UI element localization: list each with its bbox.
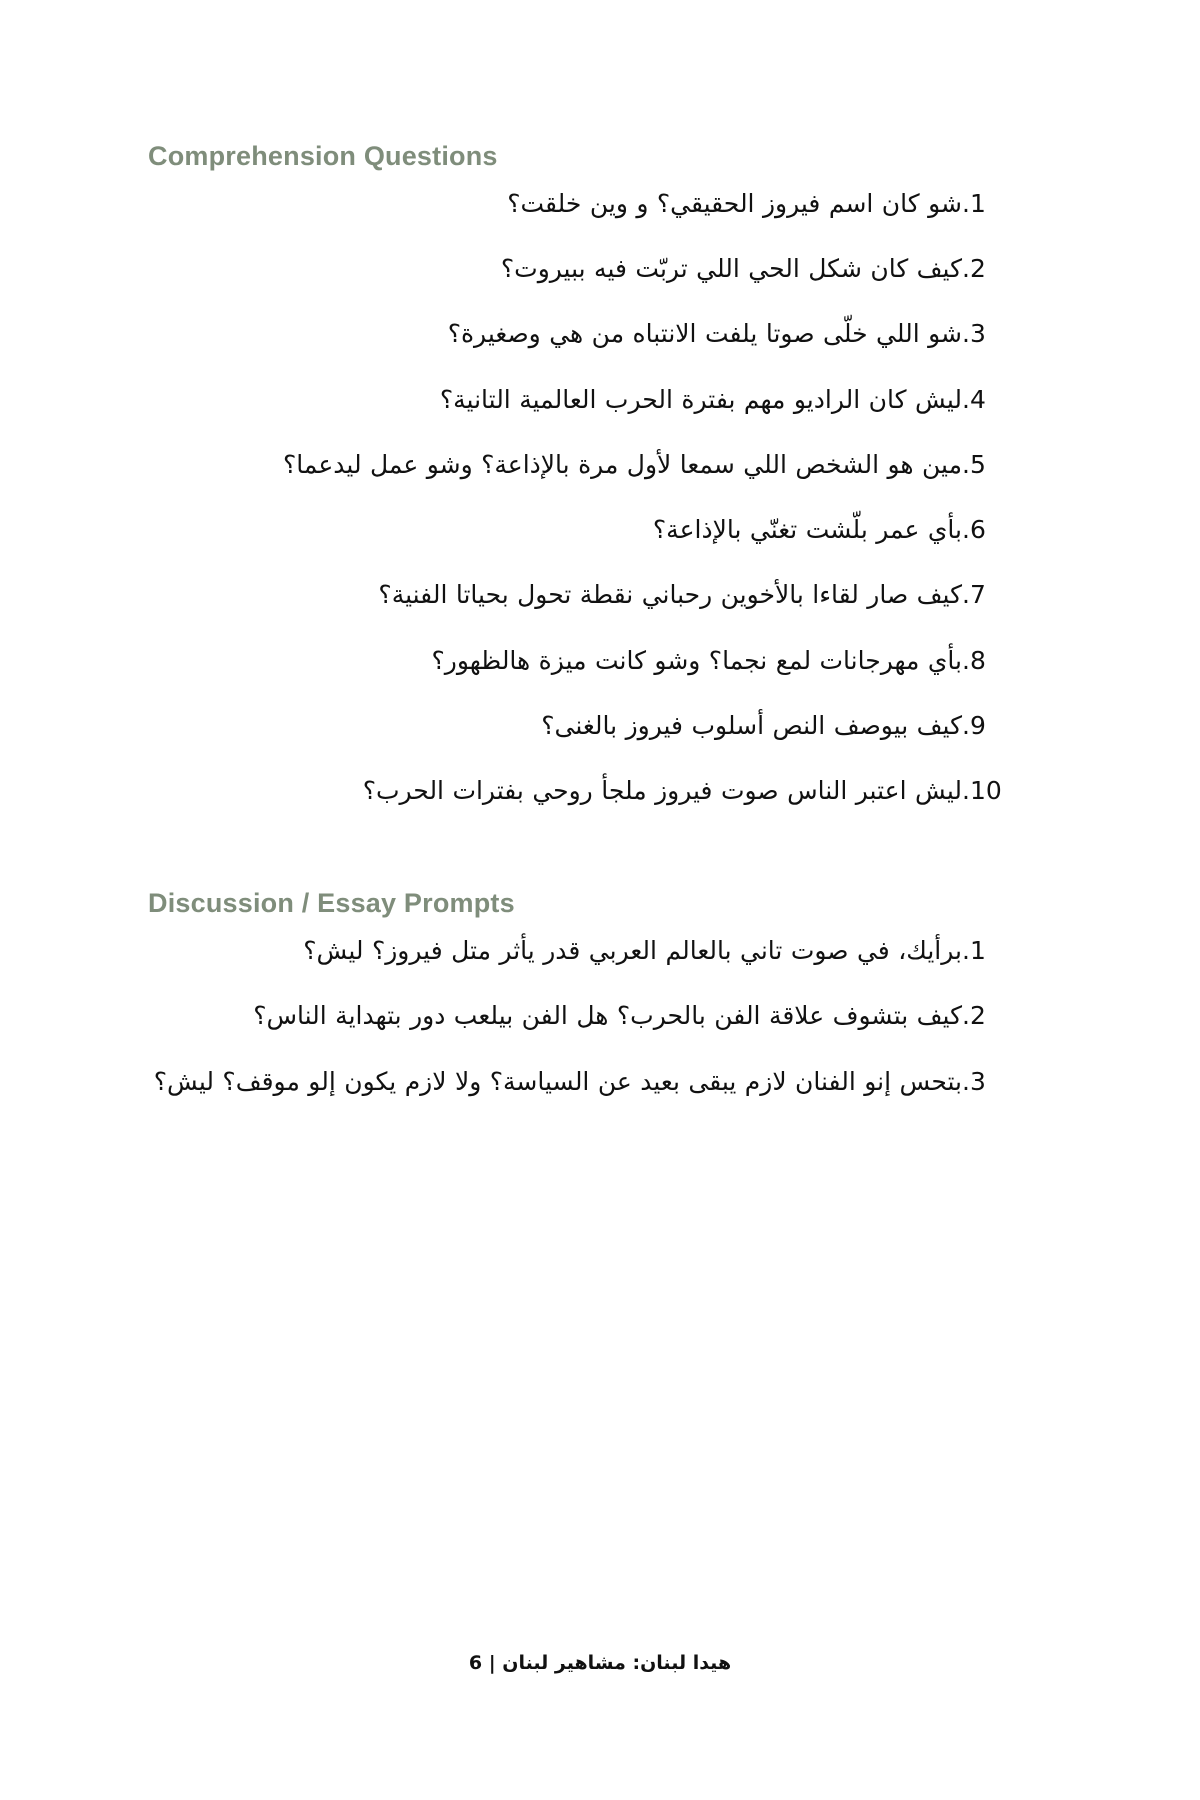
section-comprehension-questions (148, 140, 1008, 809)
list-item (148, 708, 1008, 744)
list-item-number: .3 (962, 1066, 986, 1096)
list-item-text: كيف صار لقاءا بالأخوين رحباني نقطة تحول بحياتا الفنية؟ (378, 580, 962, 610)
list-item (148, 773, 1008, 809)
page-footer: هيدا لبنان: مشاهير لبنان | 6 (468, 1652, 732, 1674)
list-item-text: ليش كان الراديو مهم بفترة الحرب العالمية التانية؟ (439, 384, 962, 414)
list-item-number: .2 (962, 1001, 986, 1031)
section-heading-comprehension: Comprehension Questions (148, 141, 498, 171)
list-item-number: .6 (962, 515, 986, 544)
list-item-number: .8 (962, 645, 986, 675)
list-item-number: .1 (962, 936, 986, 965)
discussion-prompts-list (148, 933, 1008, 1100)
list-item-text: برأيك، في صوت تاني بالعالم العربي قدر يأثر متل فيروز؟ ليش؟ (303, 936, 962, 965)
list-item-text: مين هو الشخص اللي سمعا لأول مرة بالإذاعة؟ وشو عمل ليدعما؟ (283, 449, 962, 479)
list-item-text: بأي مهرجانات لمع نجما؟ وشو كانت ميزة هالظهور؟ (431, 645, 962, 675)
list-item (148, 186, 1008, 222)
list-item-text: بتحس إنو الفنان لازم يبقى بعيد عن السياسة؟ ولا لازم يكون إلو موقف؟ ليش؟ (153, 1066, 962, 1096)
list-item-number: .4 (962, 384, 986, 414)
list-item (148, 933, 1008, 969)
list-item (148, 577, 1008, 613)
section-heading-discussion: Discussion / Essay Prompts (148, 888, 515, 919)
list-item-number: .7 (962, 580, 986, 610)
list-item (148, 316, 1008, 352)
list-item-text: ليش اعتبر الناس صوت فيروز ملجأ روحي بفترات الحرب؟ (362, 776, 962, 805)
list-item-number: .1 (962, 188, 986, 218)
list-item (148, 1064, 1008, 1100)
list-item-text: كيف بتشوف علاقة الفن بالحرب؟ هل الفن بيلعب دور بتهداية الناس؟ (253, 1001, 962, 1031)
page-content (148, 140, 1008, 1100)
list-item-text: شو اللي خلّى صوتا يلفت الانتباه من هي وصغيرة؟ (447, 319, 962, 349)
list-item-text: بأي عمر بلّشت تغنّي بالإذاعة؟ (652, 515, 962, 544)
comprehension-questions-list (148, 186, 1008, 810)
list-item-number: .10 (962, 776, 1002, 805)
list-item-number: .2 (962, 254, 986, 283)
list-item (148, 382, 1008, 418)
list-item (148, 643, 1008, 679)
list-item-text: كيف كان شكل الحي اللي تربّت فيه ببيروت؟ (500, 254, 962, 283)
list-item-number: .9 (962, 710, 986, 740)
section-discussion-essay-prompts (148, 887, 1008, 1100)
list-item (148, 998, 1008, 1034)
list-item-number: .5 (962, 449, 986, 479)
list-item-text: شو كان اسم فيروز الحقيقي؟ و وين خلقت؟ (507, 188, 962, 218)
list-item (148, 512, 1008, 548)
list-item (148, 447, 1008, 483)
list-item (148, 251, 1008, 287)
list-item-text: كيف بيوصف النص أسلوب فيروز بالغنى؟ (541, 710, 962, 740)
list-item-number: .3 (962, 319, 986, 349)
